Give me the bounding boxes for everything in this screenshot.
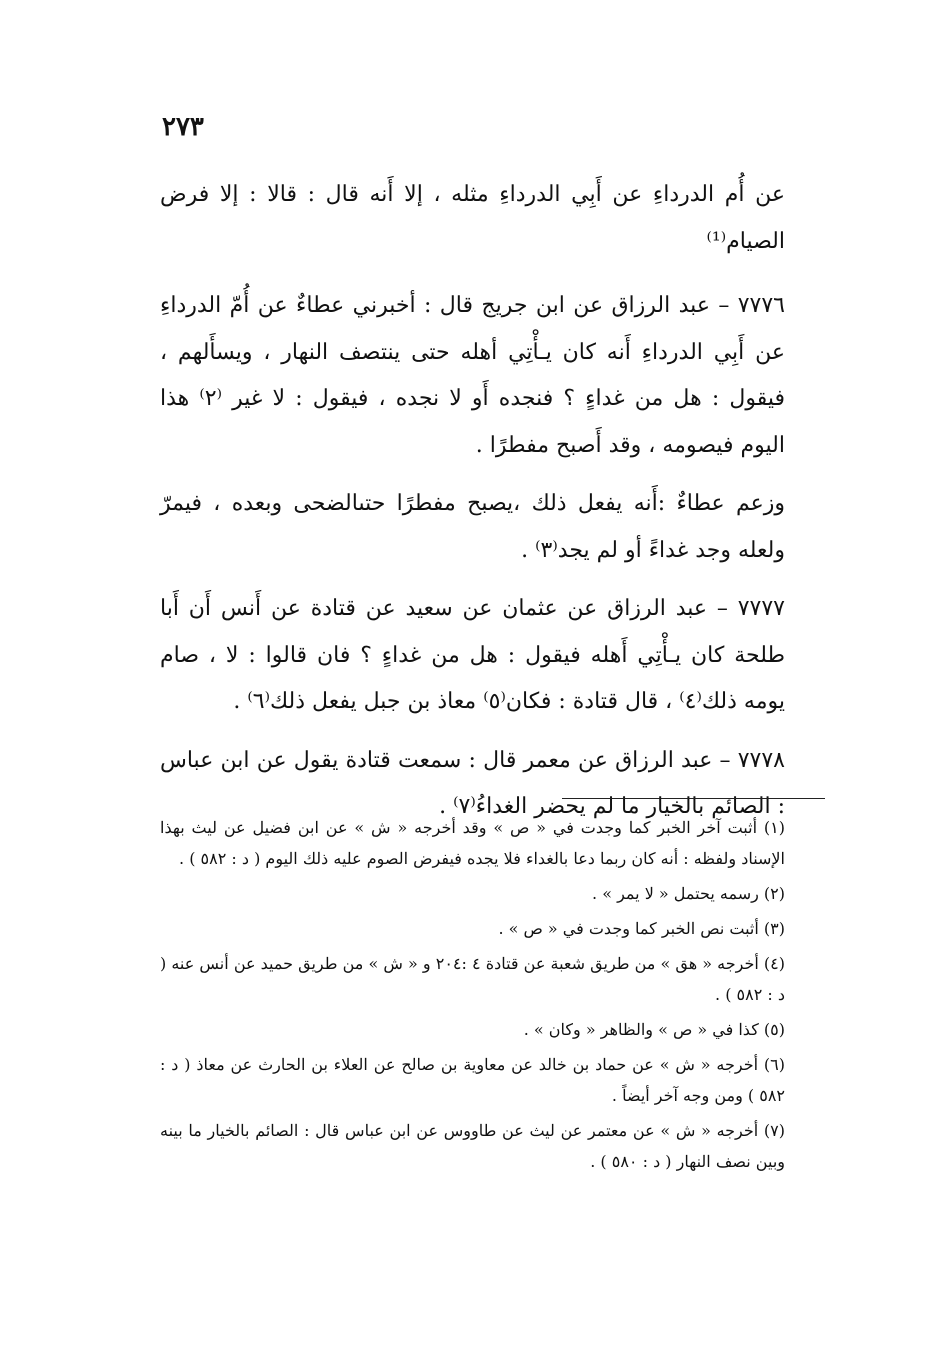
hadith-7778: ٧٧٧٨ – عبد الرزاق عن معمر قال : سمعت قتادة يقول عن ابن عباس : الصائم بالخيار ما لم يحضر الغداءُ⁽٧⁾ .: [160, 747, 785, 819]
page-number: ٢٧٣: [162, 112, 204, 142]
footnote-2: (٢) رسمه يحتمل « لا يمر » .: [592, 884, 785, 903]
hadith-7776: ٧٧٧٦ – عبد الرزاق عن ابن جريج قال : أخبرني عطاءٌ عن أُمّ الدرداءِ عن أَبِي الدرداءِ أَنه كان يـأْتِي أهله حتى ينتصف النهار ، ويسأَلهم ، فيقول : هل من غداءٍ ؟ فنجده أَو لا نجده ، فيقول : لا غير ⁽٢⁾ هذا اليوم فيصومه ، وقد أَصبح مفطرًا .: [160, 293, 785, 458]
paragraph-ata: وزعم عطاءٌ :أَنه يفعل ذلك ،يصبح مفطرًا حتىالضحى وبعده ، فيمرّ ولعله وجد غداءً أو لم يجد⁽٣⁾ .: [160, 491, 785, 563]
hadith-7777: ٧٧٧٧ – عبد الرزاق عن عثمان عن سعيد عن قتادة عن أَنس أَن أَبا طلحة كان يـأْتِي أَهله فيقول : هل من غداءٍ ؟ فان قالوا : لا ، صام يومه ذلك⁽٤⁾ ، قال قتادة : فكان⁽٥⁾ معاذ بن جبل يفعل ذلك⁽٦⁾ .: [160, 596, 785, 714]
footnote-1: (١) أثبت آخر الخبر كما وجدت في « ص » وقد أخرجه « ش » عن ابن فضيل عن ليث بهذا الإسناد ولفظه : أنه كان ربما دعا بالغداء فلا يجده فيفرض الصوم عليه ذلك اليوم ( د : ٥٨٢ ) .: [160, 818, 785, 868]
footnote-5: (٥) كذا في « ص » والظاهر « وكان » .: [523, 1020, 785, 1039]
footnote-6: (٦) أخرجه « ش » عن حماد بن خالد عن معاوية بن صالح عن العلاء بن الحارث عن معاذ ( د : ٥٨٢ ) ومن وجه آخر أيضاً .: [160, 1055, 785, 1105]
footnotes: [160, 812, 785, 1181]
paragraph-continuation: عن أُم الدرداءِ عن أَبِي الدرداءِ مثله ، إلا أَنه قال : قالا : إلا فرض الصيام⁽¹⁾: [160, 182, 785, 254]
footnote-separator: [562, 798, 825, 799]
main-text: [160, 172, 785, 843]
footnote-4: (٤) أخرجه « هق » من طريق شعبة عن قتادة ٤ :٢٠٤ و « ش » من طريق حميد عن أنس عنه ( د : ٥٨٢ ) .: [160, 954, 785, 1004]
footnote-3: (٣) أثبت نص الخبر كما وجدت في « ص » .: [498, 919, 785, 938]
footnote-7: (٧) أخرجه « ش » عن معتمر عن ليث عن طاووس عن ابن عباس قال : الصائم بالخيار ما بينه وبين نصف النهار ( د : ٥٨٠ ) .: [160, 1121, 785, 1171]
